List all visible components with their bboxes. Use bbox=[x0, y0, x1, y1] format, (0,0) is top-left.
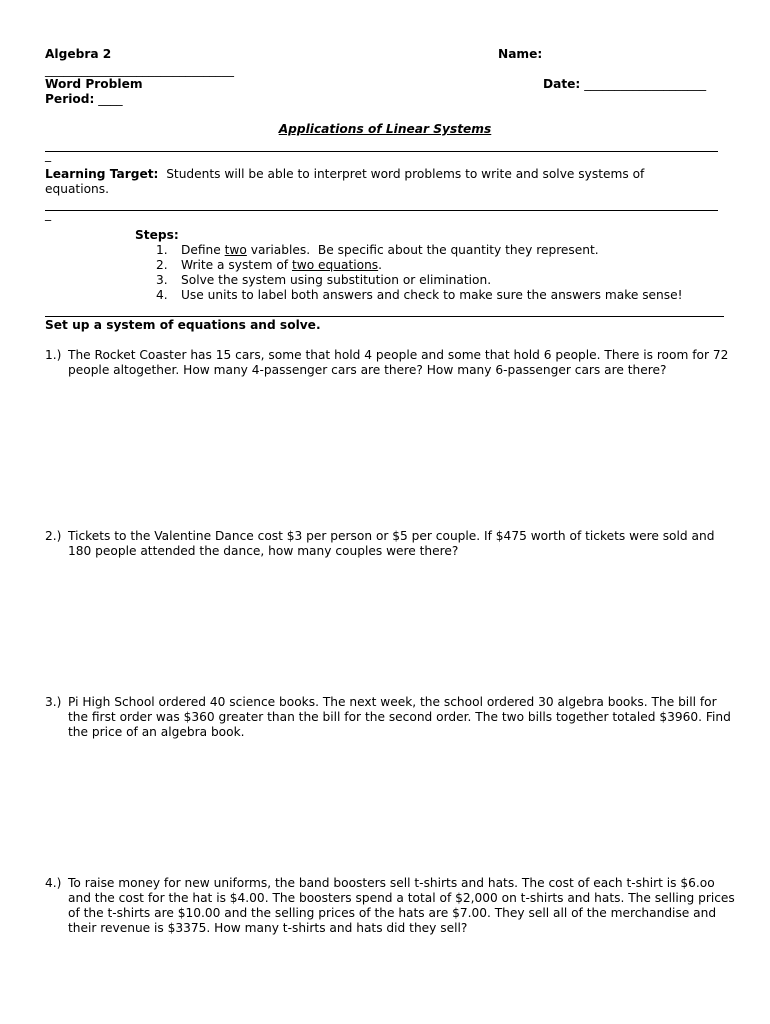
problem-item bbox=[45, 695, 735, 740]
learning-target-label: Learning Target: bbox=[45, 167, 159, 181]
step-text: Define bbox=[181, 243, 225, 257]
problem-number: 1.) bbox=[45, 348, 62, 362]
step-text: Use units to label both answers and check to make sure the answers make sense! bbox=[181, 288, 683, 302]
course-title: Algebra 2 bbox=[45, 47, 112, 61]
problem-text: The Rocket Coaster has 15 cars, some that hold 4 people and some that hold 6 people. There is room for 72 people altogether. How many 4-passenger cars are there? How many 6-passenger cars are there? bbox=[68, 348, 729, 377]
divider-rule bbox=[45, 210, 718, 211]
step-text-underlined: two equations bbox=[291, 258, 379, 272]
unit-label: Word Problem bbox=[45, 77, 143, 91]
step-item bbox=[156, 273, 683, 288]
name-label: Name: bbox=[498, 47, 543, 61]
instructions-heading: Set up a system of equations and solve. bbox=[45, 318, 321, 332]
step-item bbox=[156, 243, 683, 258]
problem-number: 2.) bbox=[45, 529, 62, 543]
step-text: Solve the system using substitution or elimination. bbox=[181, 273, 492, 287]
period-line: ____ bbox=[98, 92, 123, 106]
step-number: 1. bbox=[156, 243, 168, 257]
page-title: Applications of Linear Systems bbox=[278, 122, 492, 136]
step-text: Write a system of bbox=[181, 258, 292, 272]
step-text-underlined: two bbox=[224, 243, 247, 257]
divider-rule bbox=[45, 151, 718, 152]
step-number: 3. bbox=[156, 273, 168, 287]
period-field bbox=[45, 92, 123, 107]
problem-item bbox=[45, 876, 735, 936]
rule-stub: _ bbox=[45, 148, 52, 162]
learning-target-text-cont: equations. bbox=[45, 182, 109, 196]
problem-number: 3.) bbox=[45, 695, 62, 709]
step-item bbox=[156, 258, 683, 273]
rule-stub: _ bbox=[45, 207, 52, 221]
learning-target-text: Students will be able to interpret word problems to write and solve systems of bbox=[166, 167, 645, 181]
learning-target bbox=[45, 167, 644, 182]
date-line: ____________________ bbox=[584, 77, 707, 91]
period-label: Period: bbox=[45, 92, 95, 106]
name-line: _______________________________ bbox=[45, 63, 234, 77]
date-field bbox=[543, 77, 706, 92]
problem-number: 4.) bbox=[45, 876, 62, 890]
step-text: . bbox=[378, 258, 383, 272]
problem-item bbox=[45, 348, 735, 378]
step-item bbox=[156, 288, 683, 303]
steps-label: Steps: bbox=[135, 228, 179, 242]
step-number: 2. bbox=[156, 258, 168, 272]
date-label: Date: bbox=[543, 77, 581, 91]
step-text: variables. Be specific about the quantity they represent. bbox=[246, 243, 599, 257]
problem-text: Pi High School ordered 40 science books. The next week, the school ordered 30 algebra books. The bill for the first order was $360 greater than the bill for the second order. The two bills together totaled $3960. Find the price of an algebra book. bbox=[68, 695, 731, 739]
step-number: 4. bbox=[156, 288, 168, 302]
problem-text: To raise money for new uniforms, the band boosters sell t-shirts and hats. The cost of each t-shirt is $6.oo and the cost for the hat is $4.00. The boosters spend a total of $2,000 on t-shirts and hats. The selling prices of the t-shirts are $10.00 and the selling prices of the hats are $7.00. They sell all of the merchandise and their revenue is $3375. How many t-shirts and hats did they sell? bbox=[68, 876, 735, 935]
problem-text: Tickets to the Valentine Dance cost $3 per person or $5 per couple. If $475 worth of tickets were sold and 180 people attended the dance, how many couples were there? bbox=[68, 529, 715, 558]
divider-rule bbox=[45, 316, 724, 317]
problem-item bbox=[45, 529, 735, 559]
steps-list bbox=[156, 243, 683, 303]
